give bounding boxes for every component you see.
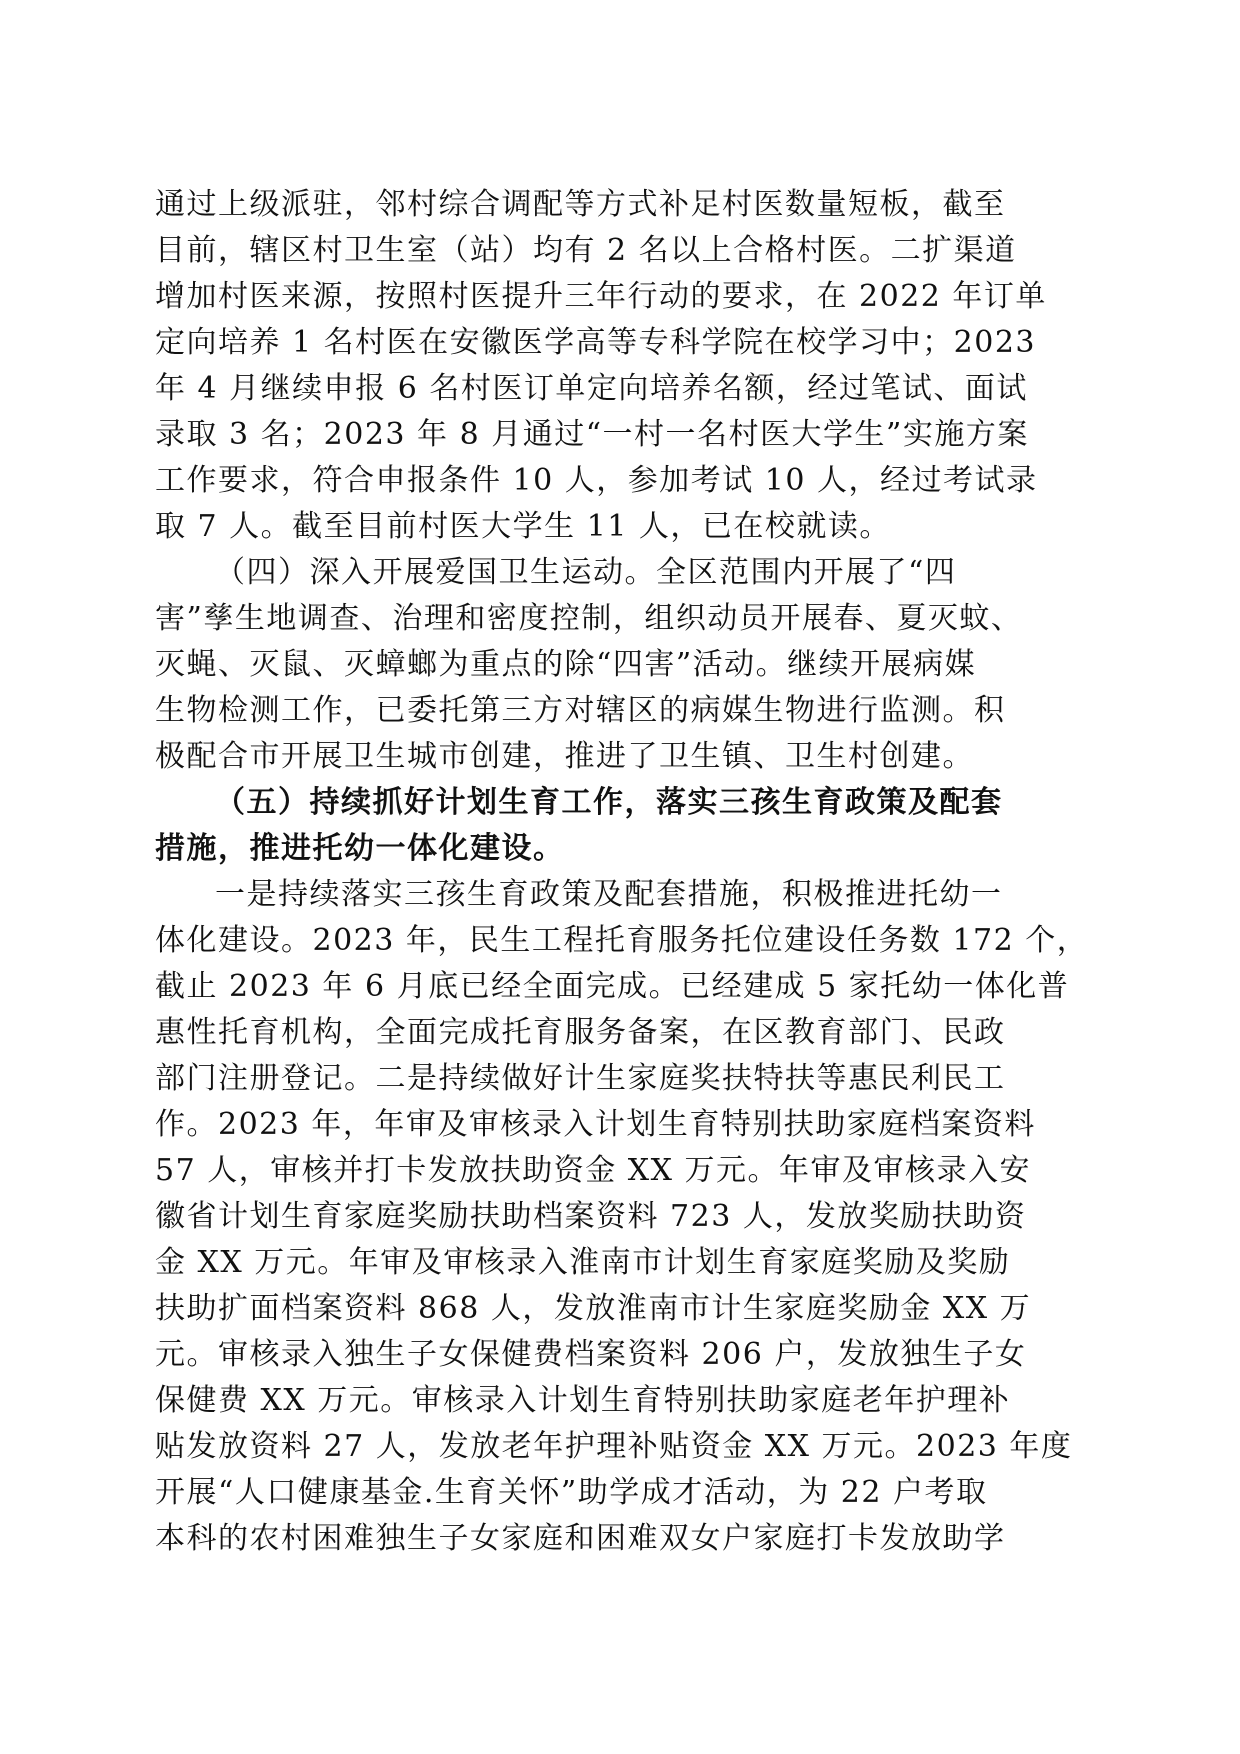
text-line: 极配合市开展卫生城市创建，推进了卫生镇、卫生村创建。	[155, 739, 974, 774]
text-line: 生物检测工作，已委托第三方对辖区的病媒生物进行监测。积	[155, 693, 1006, 728]
text-line: 害”孳生地调查、治理和密度控制，组织动员开展春、夏灭蚊、	[155, 601, 1023, 636]
text-line: 徽省计划生育家庭奖励扶助档案资料 723 人，发放奖励扶助资	[155, 1199, 1027, 1234]
section-heading-line: 措施，推进托幼一体化建设。	[155, 831, 565, 866]
text-line: 增加村医来源，按照村医提升三年行动的要求，在 2022 年订单	[155, 279, 1047, 314]
text-line: 截止 2023 年 6 月底已经全面完成。已经建成 5 家托幼一体化普	[155, 969, 1070, 1004]
section-heading-line: （四）深入开展爱国卫生运动。全区范围内开展了“四	[215, 555, 957, 590]
text-line: 惠性托育机构，全面完成托育服务备案，在区教育部门、民政	[155, 1015, 1006, 1050]
text-line: 57 人，审核并打卡发放扶助资金 XX 万元。年审及审核录入安	[155, 1153, 1031, 1188]
text-line: 扶助扩面档案资料 868 人，发放淮南市计生家庭奖励金 XX 万	[155, 1291, 1032, 1326]
text-line: 体化建设。2023 年，民生工程托育服务托位建设任务数 172 个，	[155, 923, 1089, 958]
section-heading-line: （五）持续抓好计划生育工作，落实三孩生育政策及配套	[215, 785, 1003, 820]
text-line: 通过上级派驻，邻村综合调配等方式补足村医数量短板，截至	[155, 187, 1006, 222]
text-line: 录取 3 名；2023 年 8 月通过“一村一名村医大学生”实施方案	[155, 417, 1029, 452]
text-line: 部门注册登记。二是持续做好计生家庭奖扶特扶等惠民利民工	[155, 1061, 1006, 1096]
text-line: 作。2023 年，年审及审核录入计划生育特别扶助家庭档案资料	[155, 1107, 1036, 1142]
text-line: 目前，辖区村卫生室（站）均有 2 名以上合格村医。二扩渠道	[155, 233, 1017, 268]
text-line: 一是持续落实三孩生育政策及配套措施，积极推进托幼一	[215, 877, 1003, 912]
text-line: 金 XX 万元。年审及审核录入淮南市计划生育家庭奖励及奖励	[155, 1245, 1011, 1280]
text-line: 开展“人口健康基金.生育关怀”助学成才活动，为 22 户考取	[155, 1475, 988, 1510]
text-line: 年 4 月继续申报 6 名村医订单定向培养名额，经过笔试、面试	[155, 371, 1028, 406]
text-line: 保健费 XX 万元。审核录入计划生育特别扶助家庭老年护理补	[155, 1383, 1011, 1418]
text-line: 取 7 人。截至目前村医大学生 11 人，已在校就读。	[155, 509, 891, 544]
text-line: 定向培养 1 名村医在安徽医学高等专科学院在校学习中；2023	[155, 325, 1037, 360]
text-line: 本科的农村困难独生子女家庭和困难双女户家庭打卡发放助学	[155, 1521, 1006, 1556]
text-line: 工作要求，符合申报条件 10 人，参加考试 10 人，经过考试录	[155, 463, 1038, 498]
text-line: 贴发放资料 27 人，发放老年护理补贴资金 XX 万元。2023 年度	[155, 1429, 1073, 1464]
text-line: 灭蝇、灭鼠、灭蟑螂为重点的除“四害”活动。继续开展病媒	[155, 647, 977, 682]
document-body	[155, 182, 1090, 1562]
text-line: 元。审核录入独生子女保健费档案资料 206 户，发放独生子女	[155, 1337, 1027, 1372]
